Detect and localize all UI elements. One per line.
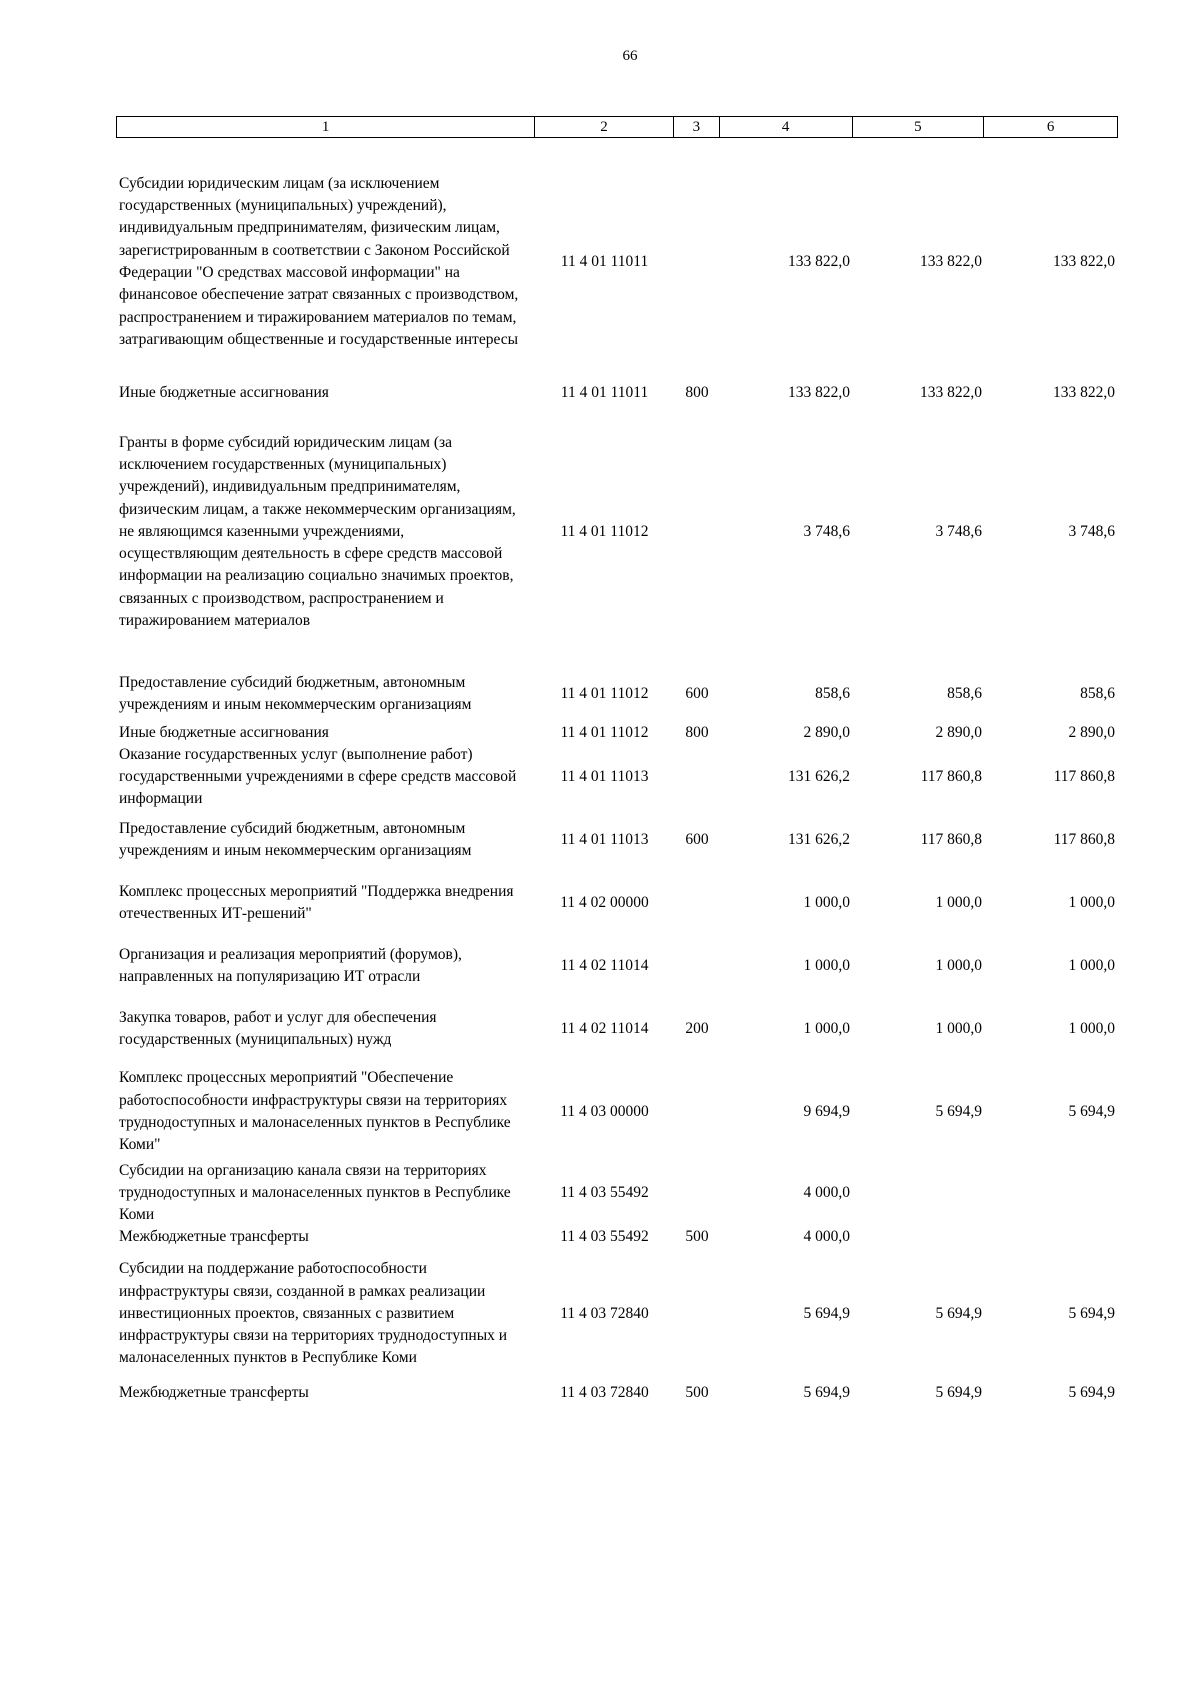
row-value-col6: 1 000,0 bbox=[1068, 1019, 1115, 1037]
row-name: Закупка товаров, работ и услуг для обеспечения государственных (муниципальных) нужд bbox=[119, 1008, 437, 1048]
page-number: 66 bbox=[622, 48, 638, 64]
row-type: 500 bbox=[685, 1227, 709, 1245]
row-value-col5: 5 694,9 bbox=[935, 1383, 982, 1401]
row-value-col4: 131 626,2 bbox=[788, 767, 850, 785]
row-value-col6: 117 860,8 bbox=[1053, 830, 1115, 848]
row-name: Предоставление субсидий бюджетным, автономным учреждениям и иным некоммерческим организациям bbox=[119, 819, 472, 859]
table-row bbox=[116, 1068, 1118, 1156]
row-value-col4: 133 822,0 bbox=[788, 252, 850, 270]
row-value-col4: 4 000,0 bbox=[803, 1227, 850, 1245]
row-value-col6: 1 000,0 bbox=[1068, 956, 1115, 974]
row-name: Межбюджетные трансферты bbox=[119, 1383, 309, 1401]
row-type: 500 bbox=[685, 1383, 709, 1401]
row-code: 11 4 01 11013 bbox=[560, 830, 649, 848]
row-name: Иные бюджетные ассигнования bbox=[119, 723, 329, 741]
row-value-col6: 5 694,9 bbox=[1068, 1102, 1115, 1120]
row-value-col4: 3 748,6 bbox=[803, 522, 850, 540]
row-code: 11 4 01 11013 bbox=[560, 767, 649, 785]
row-value-col5: 133 822,0 bbox=[920, 383, 982, 401]
row-value-col4: 2 890,0 bbox=[803, 723, 850, 741]
row-value-col4: 1 000,0 bbox=[803, 1019, 850, 1037]
row-value-col6: 5 694,9 bbox=[1068, 1383, 1115, 1401]
table-row bbox=[116, 431, 1118, 633]
table-row bbox=[116, 1007, 1118, 1051]
row-value-col6: 133 822,0 bbox=[1053, 252, 1115, 270]
row-name: Субсидии на организацию канала связи на территориях труднодоступных и малонаселенных пунктов в Республике Коми bbox=[119, 1161, 511, 1224]
table-row bbox=[116, 744, 1118, 810]
row-code: 11 4 01 11011 bbox=[560, 252, 649, 270]
table-row bbox=[116, 1382, 1118, 1404]
header-col-3: 3 bbox=[674, 117, 720, 137]
row-value-col6: 5 694,9 bbox=[1068, 1304, 1115, 1322]
header-col-4: 4 bbox=[720, 117, 853, 137]
row-name: Гранты в форме субсидий юридическим лицам (за исключением государственных (муниципальных) учреждений), индивидуальным предпринимателям, физическим лицам, а также некоммерческим организациям, не являющимся казенными учреждениями, осуществляющим деятельность в сфере средств массовой информации на реализацию социально значимых проектов, связанных с производством, распространением и тиражированием материалов bbox=[119, 433, 516, 630]
row-code: 11 4 03 72840 bbox=[560, 1304, 649, 1322]
row-type: 600 bbox=[685, 830, 709, 848]
table-row bbox=[116, 818, 1118, 862]
row-code: 11 4 03 00000 bbox=[560, 1102, 649, 1120]
table-row bbox=[116, 1226, 1118, 1248]
row-type: 200 bbox=[685, 1019, 709, 1037]
row-code: 11 4 02 11014 bbox=[560, 1019, 649, 1037]
row-name: Предоставление субсидий бюджетным, автономным учреждениям и иным некоммерческим организациям bbox=[119, 673, 472, 713]
table-row bbox=[116, 382, 1118, 404]
row-name: Субсидии юридическим лицам (за исключением государственных (муниципальных) учреждений), индивидуальным предпринимателям, физическим лицам, зарегистрированным в соответствии с Законом Российской Федерации "О средствах массовой информации" на финансовое обеспечение затрат связанных с производством, распространением и тиражированием материалов по темам, затрагивающим общественные и государственные интересы bbox=[119, 174, 519, 348]
header-col-6: 6 bbox=[1046, 119, 1055, 135]
row-code: 11 4 03 55492 bbox=[560, 1227, 649, 1245]
row-name: Субсидии на поддержание работоспособности инфраструктуры связи, созданной в рамках реализации инвестиционных проектов, связанных с развитием инфраструктуры связи на территориях труднодоступных и малонаселенных пунктов в Республике Коми bbox=[119, 1260, 508, 1367]
row-value-col6: 2 890,0 bbox=[1068, 723, 1115, 741]
table-row bbox=[116, 722, 1118, 744]
row-value-col6: 858,6 bbox=[1080, 684, 1115, 702]
row-value-col4: 133 822,0 bbox=[788, 383, 850, 401]
row-value-col4: 9 694,9 bbox=[803, 1102, 850, 1120]
row-value-col6: 117 860,8 bbox=[1053, 767, 1115, 785]
row-name: Организация и реализация мероприятий (форумов), направленных на популяризацию ИТ отрасли bbox=[119, 945, 462, 985]
row-name: Комплекс процессных мероприятий "Обеспечение работоспособности инфраструктуры связи на территориях труднодоступных и малонаселенных пунктов в Республике Коми" bbox=[119, 1069, 511, 1154]
row-code: 11 4 01 11011 bbox=[560, 383, 649, 401]
row-value-col5: 117 860,8 bbox=[920, 830, 982, 848]
row-value-col5: 1 000,0 bbox=[935, 893, 982, 911]
row-value-col4: 5 694,9 bbox=[803, 1383, 850, 1401]
row-type: 600 bbox=[685, 684, 709, 702]
row-value-col5: 3 748,6 bbox=[935, 522, 982, 540]
row-code: 11 4 03 55492 bbox=[560, 1183, 649, 1201]
row-value-col5: 133 822,0 bbox=[920, 252, 982, 270]
row-code: 11 4 03 72840 bbox=[560, 1383, 649, 1401]
row-name: Оказание государственных услуг (выполнение работ) государственными учреждениями в сфере средств массовой информации bbox=[119, 745, 517, 808]
row-value-col4: 4 000,0 bbox=[803, 1183, 850, 1201]
row-value-col4: 1 000,0 bbox=[803, 956, 850, 974]
row-value-col4: 5 694,9 bbox=[803, 1304, 850, 1322]
row-value-col6: 1 000,0 bbox=[1068, 893, 1115, 911]
table-row bbox=[116, 1248, 1118, 1380]
row-name: Межбюджетные трансферты bbox=[119, 1227, 309, 1245]
row-value-col5: 1 000,0 bbox=[935, 956, 982, 974]
row-value-col5: 858,6 bbox=[947, 684, 982, 702]
row-code: 11 4 01 11012 bbox=[560, 522, 649, 540]
row-type: 800 bbox=[685, 383, 709, 401]
table-row bbox=[116, 672, 1118, 716]
row-value-col5: 5 694,9 bbox=[935, 1102, 982, 1120]
row-value-col5: 117 860,8 bbox=[920, 767, 982, 785]
table-row bbox=[116, 881, 1118, 925]
header-col-1: 1 bbox=[117, 117, 535, 137]
table-row bbox=[116, 944, 1118, 988]
row-type: 800 bbox=[685, 723, 709, 741]
table-row bbox=[116, 161, 1118, 363]
header-col-5: 5 bbox=[853, 117, 985, 137]
row-value-col4: 858,6 bbox=[815, 684, 850, 702]
row-value-col4: 1 000,0 bbox=[803, 893, 850, 911]
row-value-col5: 2 890,0 bbox=[935, 723, 982, 741]
row-name: Комплекс процессных мероприятий "Поддержка внедрения отечественных ИТ-решений" bbox=[119, 882, 514, 922]
row-name: Иные бюджетные ассигнования bbox=[119, 383, 329, 401]
row-value-col5: 5 694,9 bbox=[935, 1304, 982, 1322]
table-row bbox=[116, 1160, 1118, 1226]
row-value-col6: 133 822,0 bbox=[1053, 383, 1115, 401]
row-code: 11 4 01 11012 bbox=[560, 684, 649, 702]
row-code: 11 4 02 11014 bbox=[560, 956, 649, 974]
row-value-col4: 131 626,2 bbox=[788, 830, 850, 848]
row-value-col6: 3 748,6 bbox=[1068, 522, 1115, 540]
table-header bbox=[116, 116, 1118, 138]
row-code: 11 4 01 11012 bbox=[560, 723, 649, 741]
row-code: 11 4 02 00000 bbox=[560, 893, 649, 911]
header-col-2: 2 bbox=[535, 117, 674, 137]
row-value-col5: 1 000,0 bbox=[935, 1019, 982, 1037]
